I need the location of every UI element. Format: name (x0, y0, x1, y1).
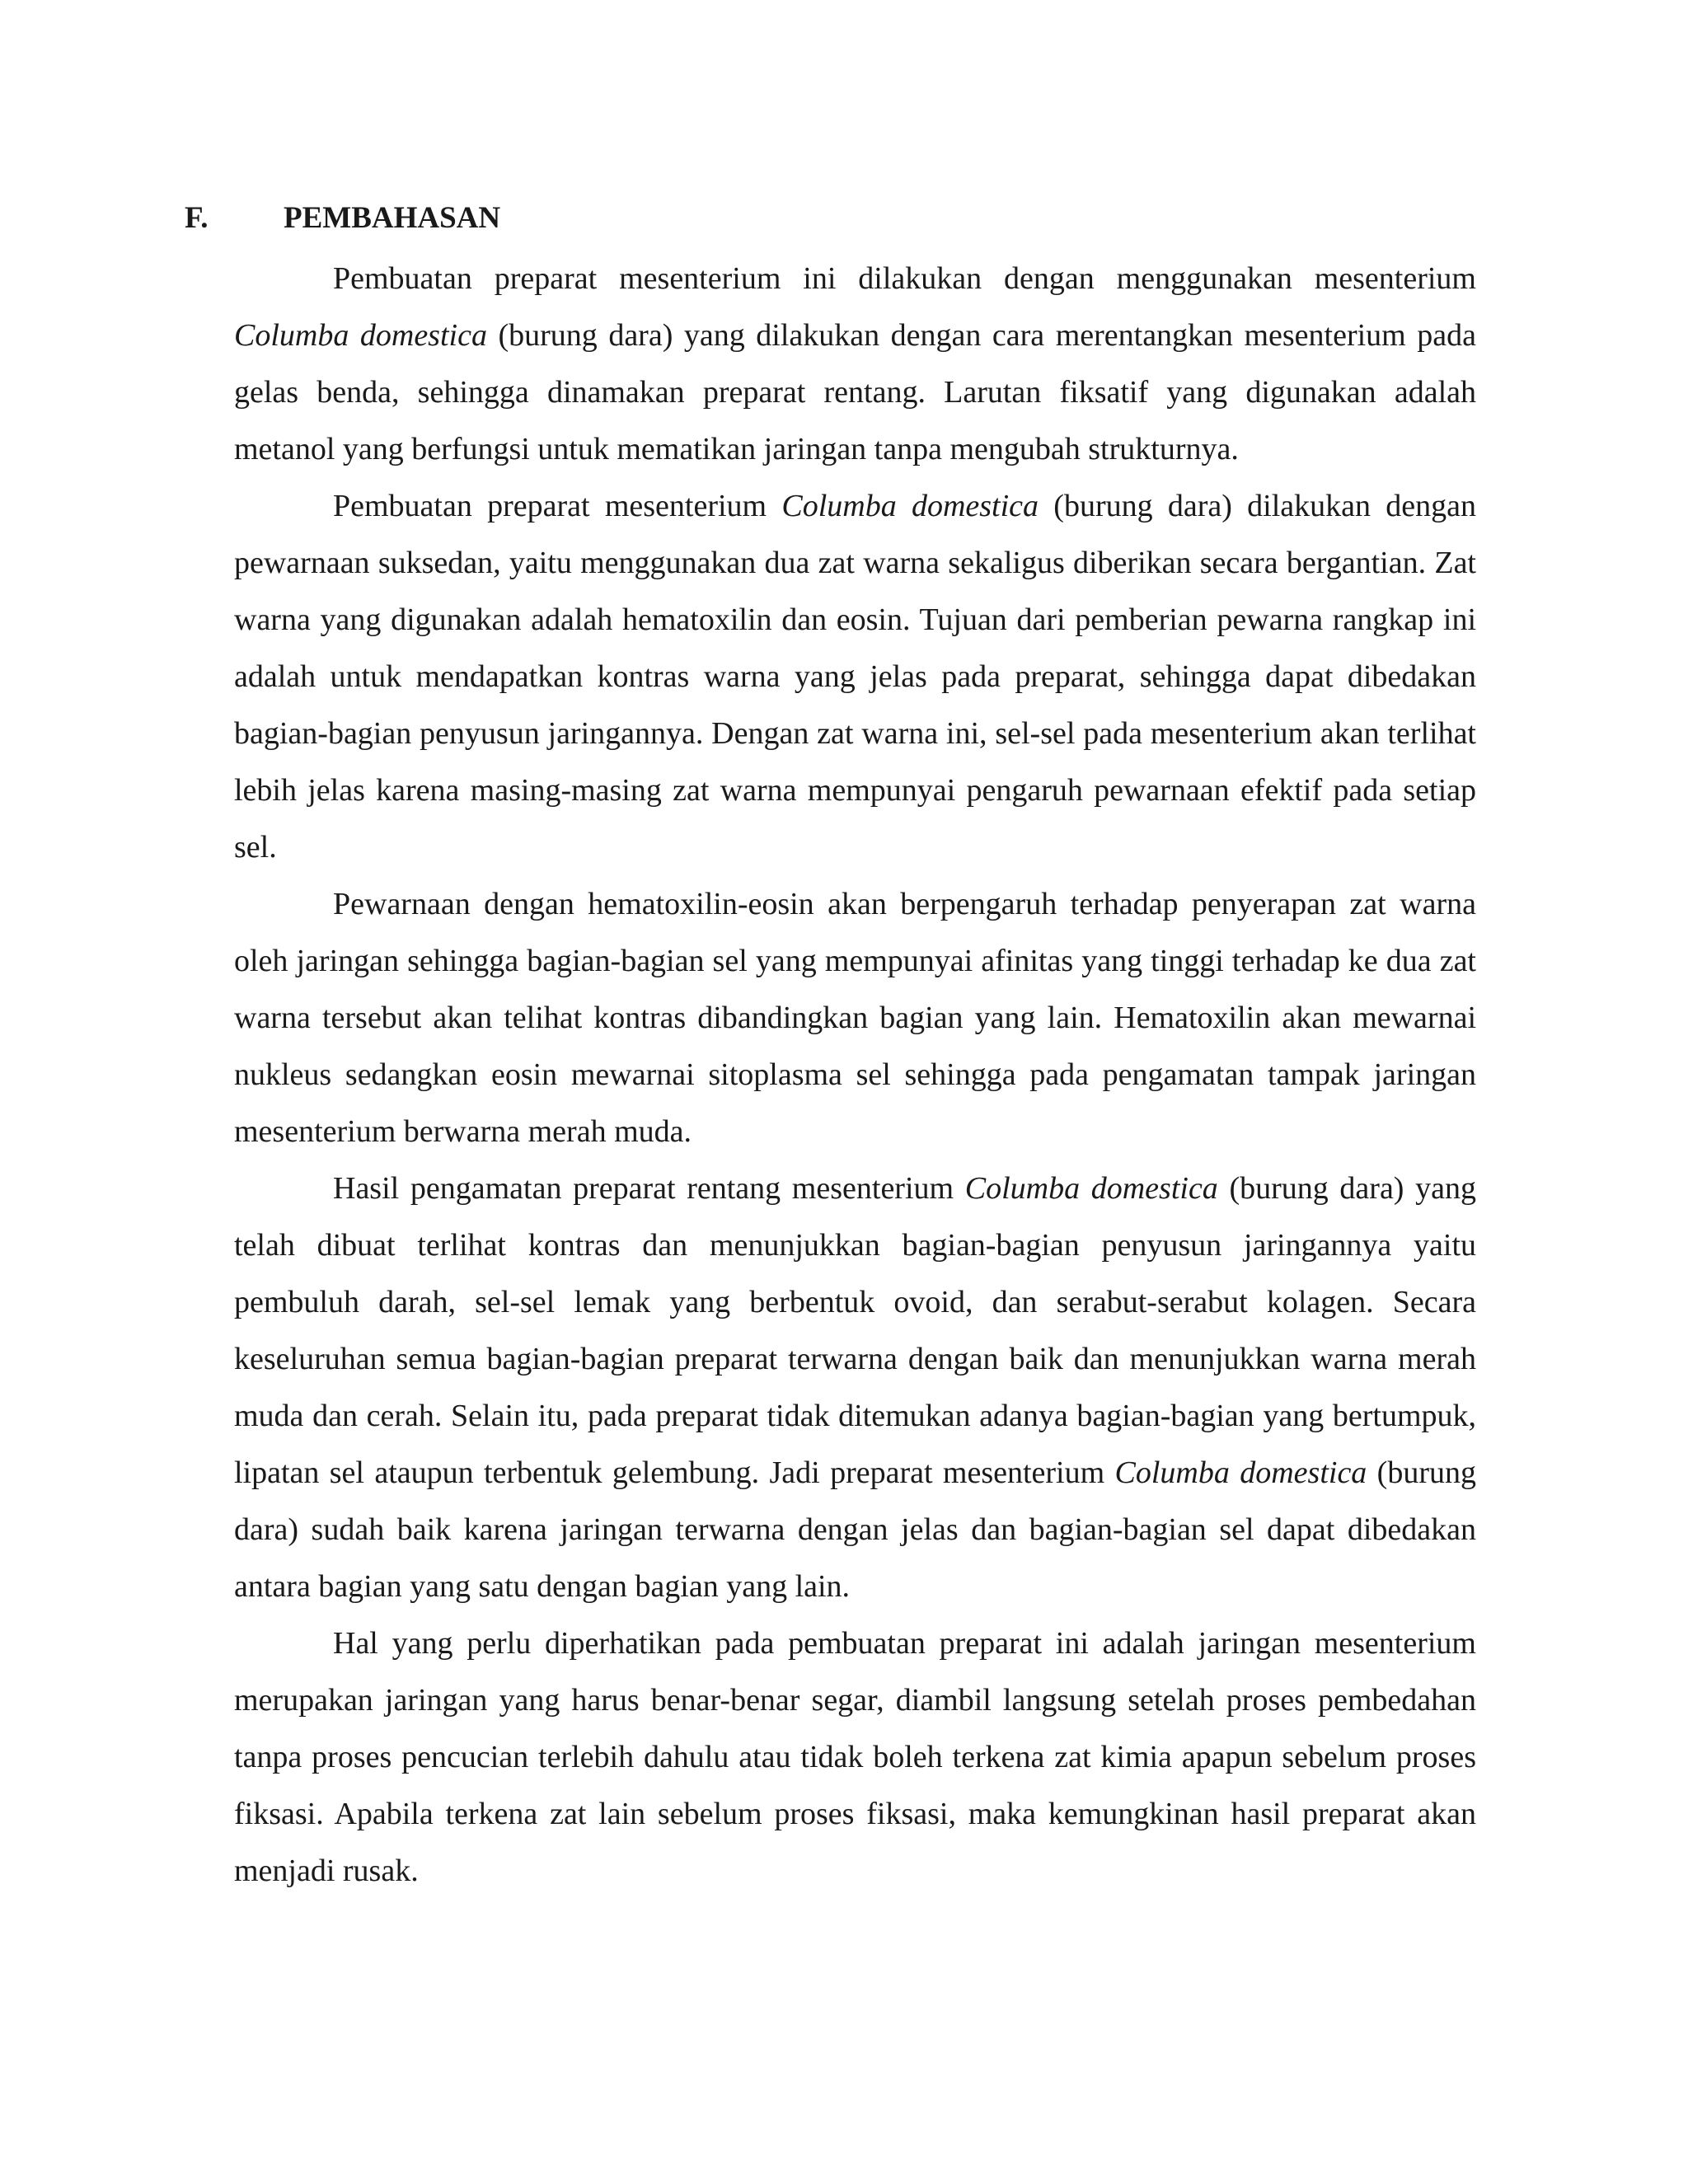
italic-text-run: Columba domestica (1114, 1455, 1367, 1490)
paragraph (234, 478, 1476, 876)
text-run: (burung dara) yang telah dibuat terlihat kontras dan menunjukkan bagian-bagian penyusun jaringannya yaitu pembuluh darah, sel-sel lemak yang berbentuk ovoid, dan serabut-serabut kolagen. Secara keseluruhan semua bagian-bagian preparat terwarna dengan baik dan menunjukkan warna merah muda dan cerah. Selain itu, pada preparat tidak ditemukan adanya bagian-bagian yang bertumpuk, lipatan sel ataupun terbentuk gelembung. Jadi preparat mesenterium (234, 1171, 1476, 1490)
section-heading (185, 198, 500, 239)
italic-text-run: Columba domestica (964, 1171, 1218, 1206)
text-run: (burung dara) sudah baik karena jaringan terwarna dengan jelas dan bagian-bagian sel dapat dibedakan antara bagian yang satu dengan bagian yang lain. (234, 1455, 1476, 1604)
paragraph (234, 1160, 1476, 1615)
text-run: (burung dara) dilakukan dengan pewarnaan suksedan, yaitu menggunakan dua zat warna sekaligus diberikan secara bergantian. Zat warna yang digunakan adalah hematoxilin dan eosin. Tujuan dari pemberian pewarna rangkap ini adalah untuk mendapatkan kontras warna yang jelas pada preparat, sehingga dapat dibedakan bagian-bagian penyusun jaringannya. Dengan zat warna ini, sel-sel pada mesenterium akan terlihat lebih jelas karena masing-masing zat warna mempunyai pengaruh pewarnaan efektif pada setiap sel. (234, 489, 1476, 865)
italic-text-run: Columba domestica (781, 489, 1039, 523)
text-run: Pembuatan preparat mesenterium ini dilakukan dengan menggunakan mesenterium (333, 261, 1476, 296)
paragraph (234, 1615, 1476, 1900)
text-run: Hasil pengamatan preparat rentang mesenterium (333, 1171, 965, 1206)
paragraph (234, 251, 1476, 478)
italic-text-run: Columba domestica (234, 318, 487, 353)
text-run: (burung dara) yang dilakukan dengan cara merentangkan mesenterium pada gelas benda, sehingga dinamakan preparat rentang. Larutan fiksatif yang digunakan adalah metanol yang berfungsi untuk mematikan jaringan tanpa mengubah strukturnya. (234, 318, 1476, 466)
text-run: Pewarnaan dengan hematoxilin-eosin akan berpengaruh terhadap penyerapan zat warna oleh jaringan sehingga bagian-bagian sel yang mempunyai afinitas yang tinggi terhadap ke dua zat warna tersebut akan telihat kontras dibandingkan bagian yang lain. Hematoxilin akan mewarnai nukleus sedangkan eosin mewarnai sitoplasma sel sehingga pada pengamatan tampak jaringan mesenterium berwarna merah muda. (234, 887, 1476, 1149)
section-title: PEMBAHASAN (284, 201, 501, 235)
text-run: Hal yang perlu diperhatikan pada pembuatan preparat ini adalah jaringan mesenterium merupakan jaringan yang harus benar-benar segar, diambil langsung setelah proses pembedahan tanpa proses pencucian terlebih dahulu atau tidak boleh terkena zat kimia apapun sebelum proses fiksasi. Apabila terkena zat lain sebelum proses fiksasi, maka kemungkinan hasil preparat akan menjadi rusak. (234, 1626, 1476, 1888)
text-run: Pembuatan preparat mesenterium (333, 489, 782, 523)
section-number: F. (185, 201, 209, 235)
paragraph (234, 876, 1476, 1160)
body-text (234, 251, 1476, 1900)
